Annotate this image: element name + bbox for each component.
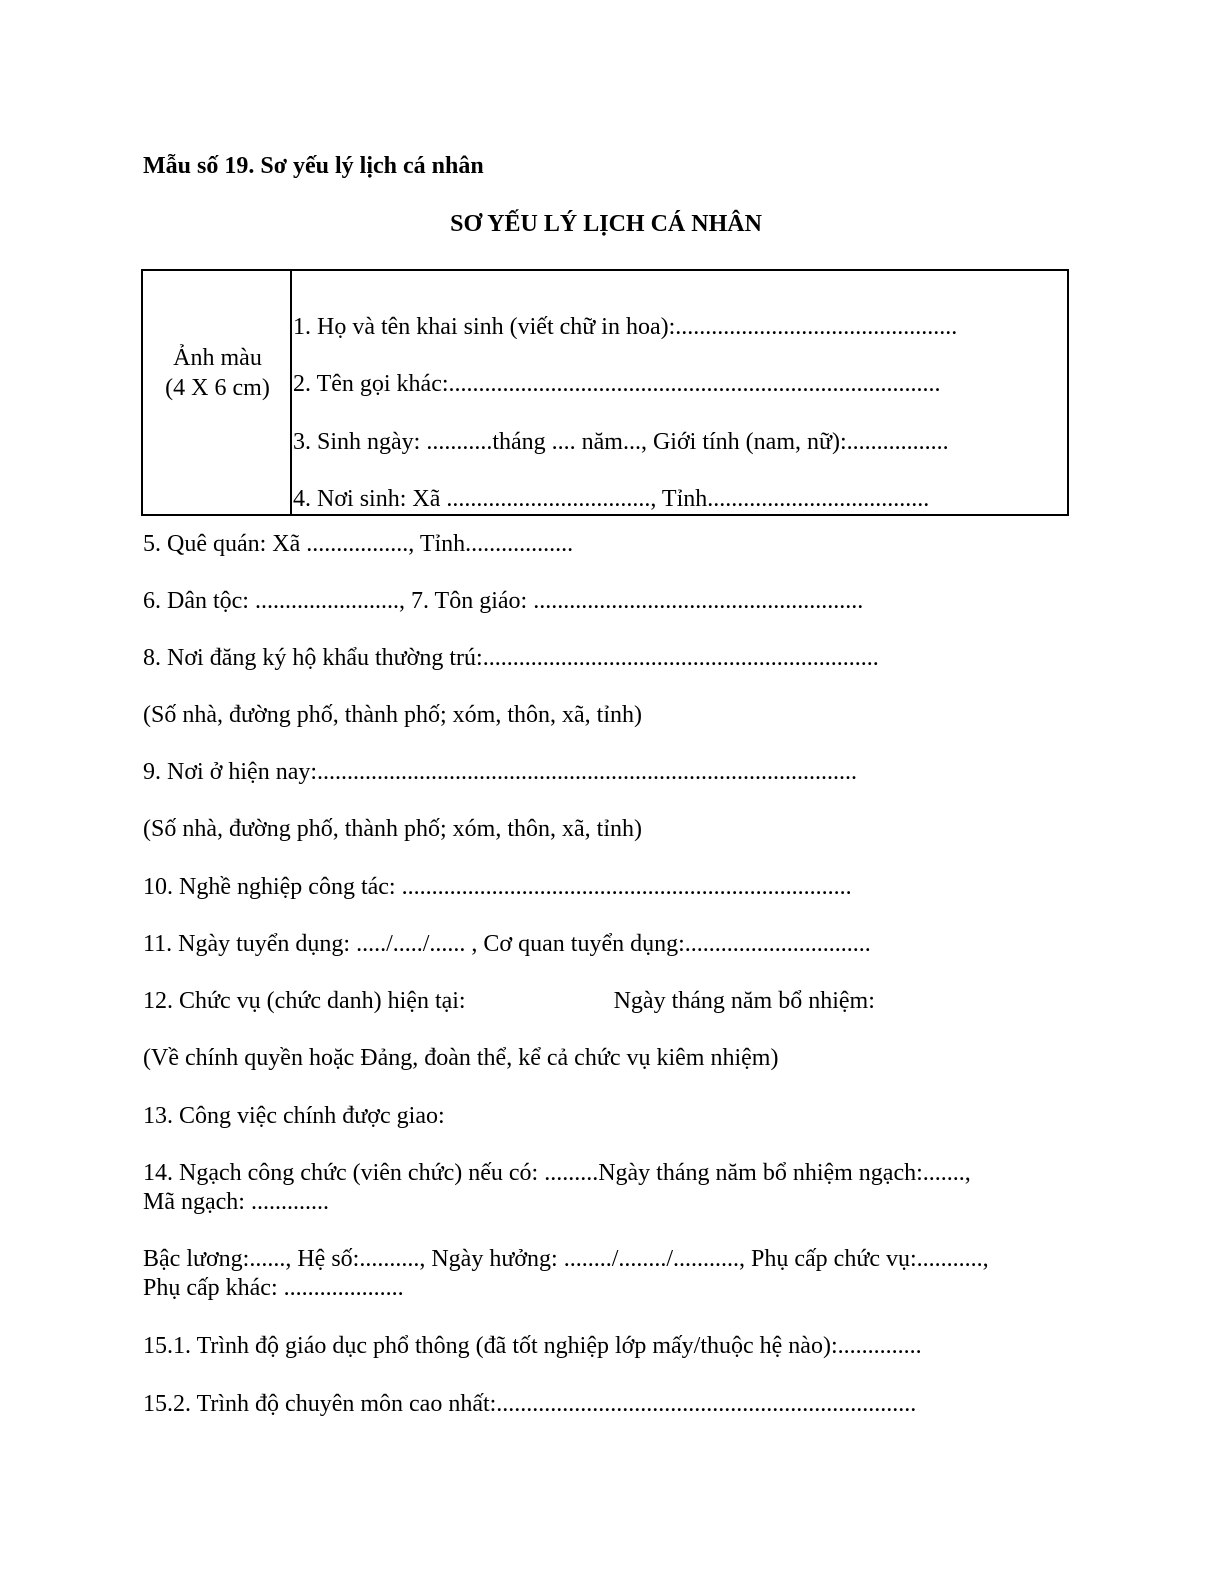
field-salary: Bậc lương:......, Hệ số:.........., Ngày hưởng: ......../......../..........., Phụ cấp chức vụ:..........., (143, 1246, 989, 1272)
position-note: (Về chính quyền hoặc Đảng, đoàn thể, kể cả chức vụ kiêm nhiệm) (143, 1045, 779, 1071)
photo-placeholder (143, 271, 292, 514)
field-recruitment: 11. Ngày tuyển dụng: ...../...../...... , Cơ quan tuyển dụng:............................... (143, 931, 871, 957)
field-rank-code: Mã ngạch: ............. (143, 1189, 329, 1215)
position-label: 12. Chức vụ (chức danh) hiện tại: (143, 988, 466, 1014)
field-hometown: 5. Quê quán: Xã ................., Tỉnh.................. (143, 531, 574, 557)
field-main-duties: 13. Công việc chính được giao: (143, 1103, 445, 1129)
field-position (143, 986, 875, 1016)
field-occupation: 10. Nghề nghiệp công tác: ........................................................................... (143, 874, 852, 900)
photo-caption (143, 343, 292, 403)
page-title: SƠ YẾU LÝ LỊCH CÁ NHÂN (450, 211, 762, 237)
appointment-date-label: Ngày tháng năm bổ nhiệm: (613, 988, 875, 1014)
field-permanent-address: 8. Nơi đăng ký hộ khẩu thường trú:.................................................................. (143, 645, 879, 671)
field-ethnicity-religion: 6. Dân tộc: ........................, 7. Tôn giáo: ....................................................... (143, 588, 864, 614)
field-birth-date-gender: 3. Sinh ngày: ...........tháng .... năm..., Giới tính (nam, nữ):................. (293, 429, 949, 455)
permanent-address-note: (Số nhà, đường phố, thành phố; xóm, thôn, xã, tỉnh) (143, 702, 642, 728)
field-birth-place: 4. Nơi sinh: Xã .................................., Tỉnh..................................... (293, 486, 930, 512)
photo-caption-line1: Ảnh màu (173, 345, 262, 371)
photo-caption-line2: (4 X 6 cm) (165, 375, 270, 401)
field-other-allowance: Phụ cấp khác: .................... (143, 1275, 404, 1301)
form-label: Mẫu số 19. Sơ yếu lý lịch cá nhân (143, 153, 484, 179)
field-other-name: 2. Tên gọi khác:.................................................................................. (293, 371, 941, 397)
personal-info-box (141, 269, 1069, 516)
field-current-address: 9. Nơi ở hiện nay:.......................................................................................... (143, 759, 858, 785)
field-general-education: 15.1. Trình độ giáo dục phổ thông (đã tốt nghiệp lớp mấy/thuộc hệ nào):.............. (143, 1333, 922, 1359)
field-highest-qualification: 15.2. Trình độ chuyên môn cao nhất:...................................................................... (143, 1391, 917, 1417)
current-address-note: (Số nhà, đường phố, thành phố; xóm, thôn, xã, tỉnh) (143, 816, 642, 842)
field-civil-rank: 14. Ngạch công chức (viên chức) nếu có: .........Ngày tháng năm bổ nhiệm ngạch:......., (143, 1160, 971, 1186)
field-full-name: 1. Họ và tên khai sinh (viết chữ in hoa):............................................... (293, 314, 958, 340)
